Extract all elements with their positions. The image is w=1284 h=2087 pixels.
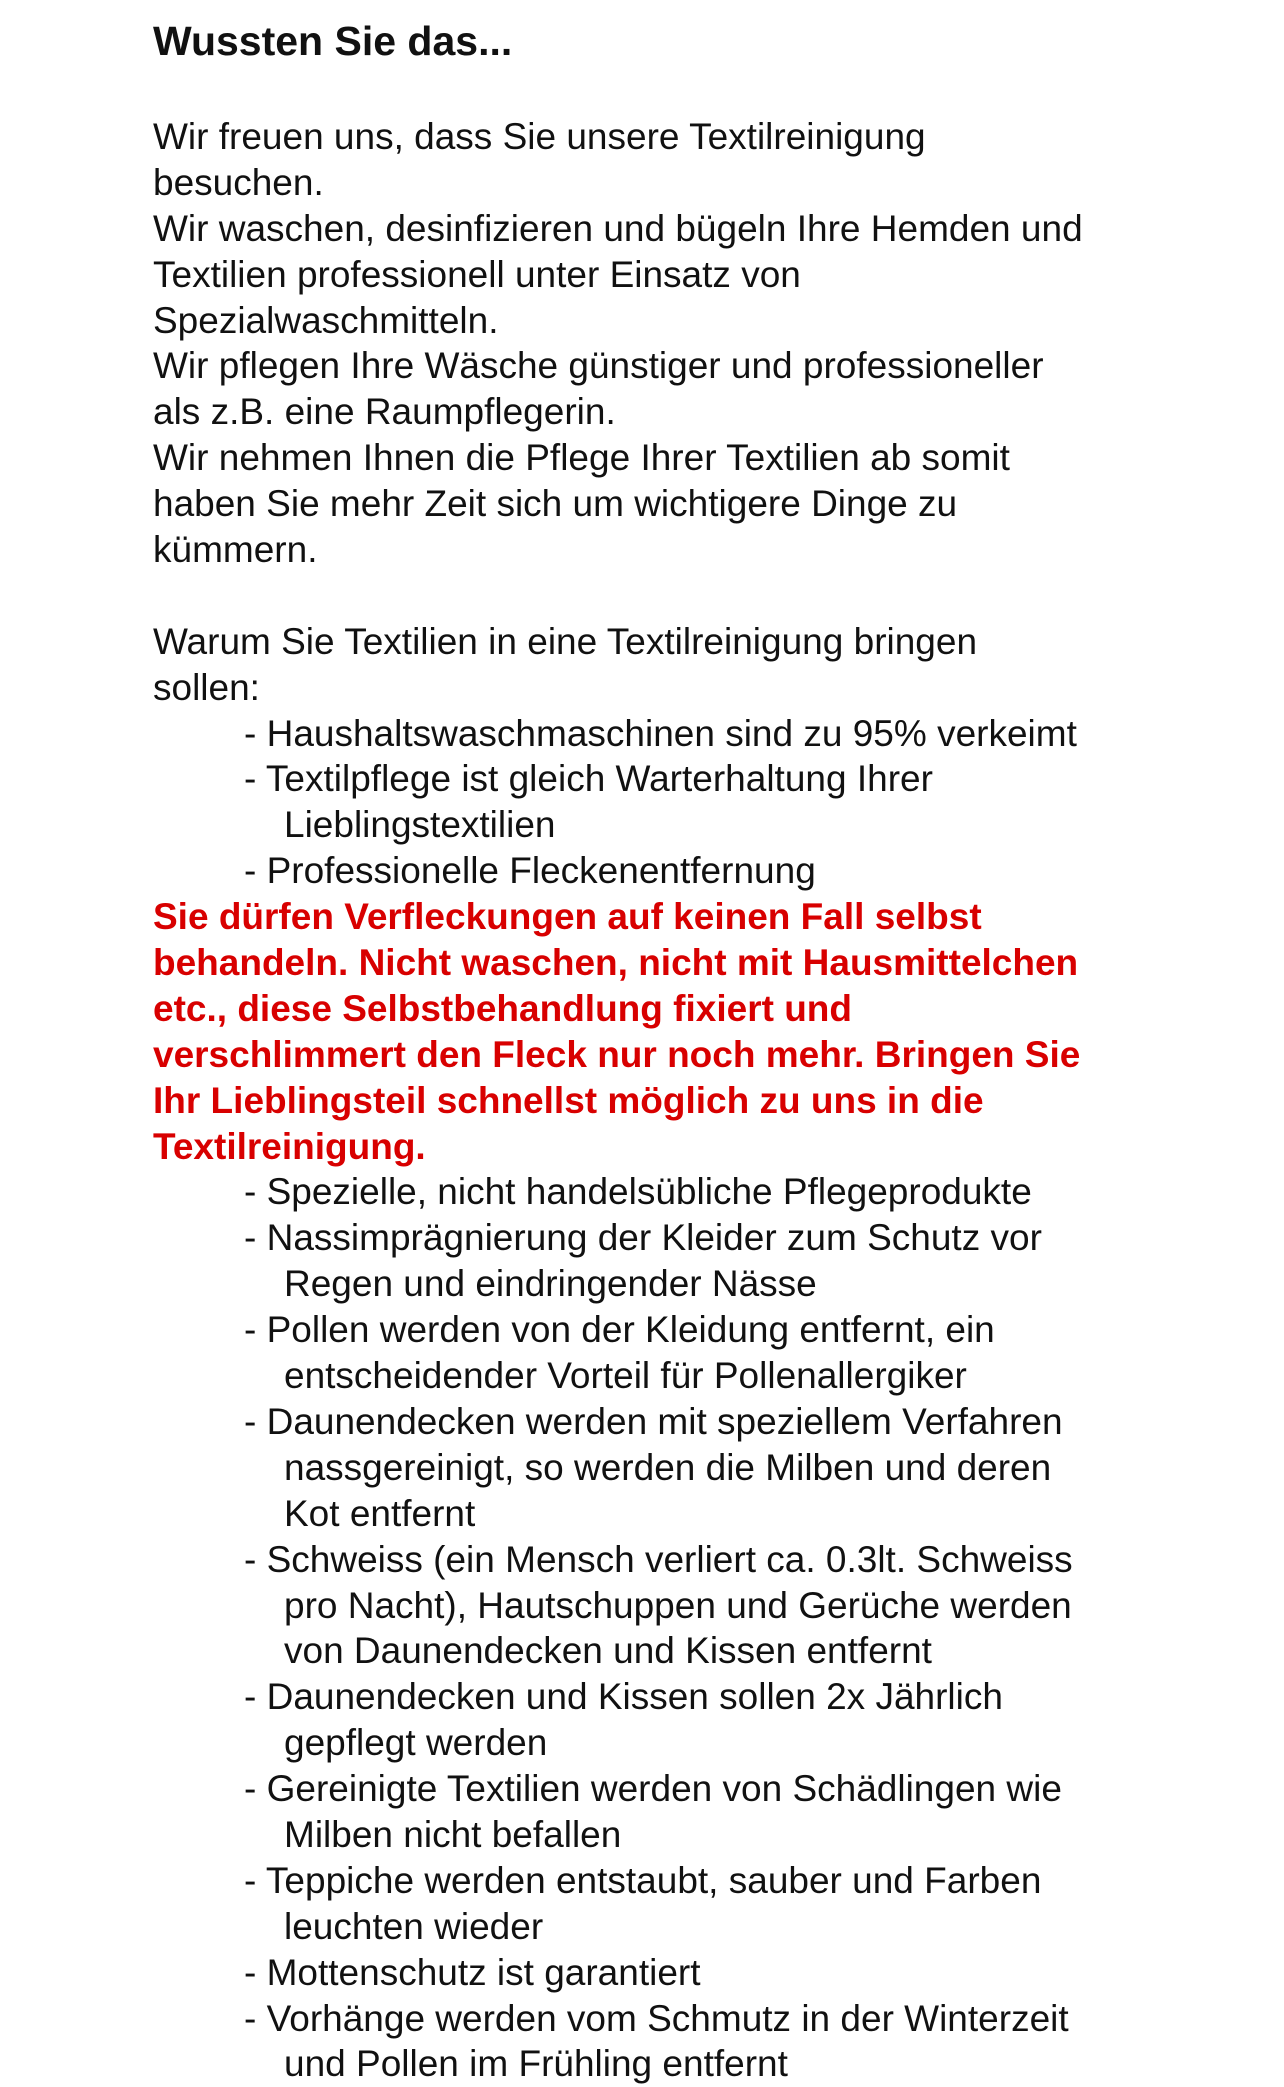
list-item-text: - Schweiss (ein Mensch verliert ca. 0.3lt. Schweiss [244,1538,1073,1580]
text-line: behandeln. Nicht waschen, nicht mit Hausmittelchen [153,942,1079,984]
list-item [153,1215,1083,1307]
list-item [153,1766,1083,1858]
list-item-continuation: entscheidender Vorteil für Pollenallergiker [284,1355,967,1397]
text-line: Spezialwaschmitteln. [153,299,499,341]
list-item [153,1307,1083,1399]
list-item [153,848,1083,894]
list-item-continuation: Regen und eindringender Nässe [284,1263,817,1305]
list-item [153,711,1083,757]
list-item-text: - Gereinigte Textilien werden von Schädlingen wie [244,1768,1062,1810]
text-line: besuchen. [153,161,324,203]
list-item-continuation: Milben nicht befallen [284,1813,622,1855]
text-line: Sie dürfen Verfleckungen auf keinen Fall selbst [153,896,982,938]
list-item-continuation: Kot entfernt [284,1492,476,1534]
list-item-text: - Pollen werden von der Kleidung entfernt, ein [244,1309,995,1351]
list-item-text: - Professionelle Fleckenentfernung [244,850,816,892]
list-item [153,1537,1083,1675]
text-line: Wir freuen uns, dass Sie unsere Textilreinigung [153,116,926,157]
list-item-text: - Nassimprägnierung der Kleider zum Schutz vor [244,1217,1042,1259]
list-item [153,1950,1083,1996]
list-item-text: - Daunendecken und Kissen sollen 2x Jährlich [244,1676,1003,1718]
warning-paragraph [153,894,1083,1169]
list-item-continuation: gepflegt werden [284,1722,548,1764]
list-item-text: - Daunendecken werden mit speziellem Verfahren [244,1400,1063,1442]
list-item [153,1399,1083,1537]
list-item-text: - Vorhänge werden vom Schmutz in der Winterzeit [244,1997,1069,2039]
bullet-list-1 [153,711,1083,895]
text-line: Textilien professionell unter Einsatz von [153,253,801,295]
text-line: Textilreinigung. [153,1125,426,1167]
list-item [153,1996,1083,2087]
list-item-continuation: von Daunendecken und Kissen entfernt [284,1630,932,1672]
text-line: Wir pflegen Ihre Wäsche günstiger und professioneller [153,345,1044,387]
list-item [153,1674,1083,1766]
list-item-text: - Textilpflege ist gleich Warterhaltung Ihrer [244,758,933,800]
text-line: Wir nehmen Ihnen die Pflege Ihrer Textilien ab somit [153,437,1010,479]
document-body [153,114,1083,2087]
list-item [153,756,1083,848]
list-item-continuation: nassgereinigt, so werden die Milben und deren [284,1446,1052,1488]
list-item [153,1858,1083,1950]
text-line: etc., diese Selbstbehandlung fixiert und [153,987,853,1029]
list-item-text: - Haushaltswaschmaschinen sind zu 95% verkeimt [244,712,1077,754]
list-item-continuation: leuchten wieder [284,1905,544,1947]
spacer [153,573,1083,619]
list-item [153,1169,1083,1215]
text-line: Wir waschen, desinfizieren und bügeln Ihre Hemden und [153,207,1083,249]
list-item-continuation: Lieblingstextilien [284,804,556,846]
text-line: als z.B. eine Raumpflegerin. [153,391,616,433]
intro-paragraph [153,114,1083,573]
list-item-continuation: pro Nacht), Hautschuppen und Gerüche werden [284,1584,1072,1626]
text-line: verschlimmert den Fleck nur noch mehr. Bringen Sie [153,1033,1081,1075]
text-line: kümmern. [153,529,318,571]
text-line: haben Sie mehr Zeit sich um wichtigere Dinge zu [153,483,958,525]
why-paragraph [153,619,1083,711]
list-item-continuation: und Pollen im Frühling entfernt [284,2043,788,2085]
bullet-list-2 [153,1169,1083,2087]
text-line: Warum Sie Textilien in eine Textilreinigung bringen [153,620,978,662]
list-item-text: - Spezielle, nicht handelsübliche Pflegeprodukte [244,1171,1032,1213]
page-title: Wussten Sie das... [153,18,513,64]
list-item-text: - Mottenschutz ist garantiert [244,1951,701,1993]
list-item-text: - Teppiche werden entstaubt, sauber und Farben [244,1859,1042,1901]
text-line: sollen: [153,666,260,708]
text-line: Ihr Lieblingsteil schnellst möglich zu uns in die [153,1079,984,1121]
